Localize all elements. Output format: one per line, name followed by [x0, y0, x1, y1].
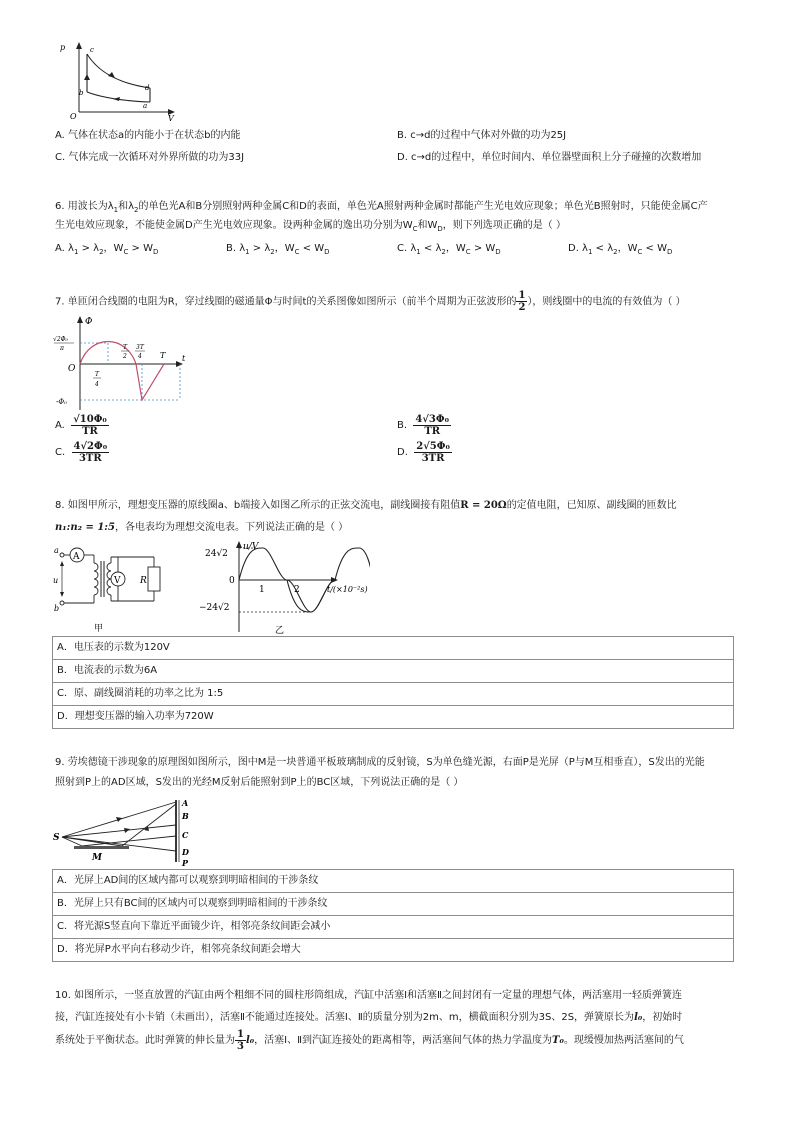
transformer-circuit — [52, 543, 172, 633]
point-c-label: C — [182, 830, 189, 840]
q8-stem-line2: n₁:n₂ = 1:5，各电表均为理想交流电表。下列说法正确的是（ ） — [55, 522, 349, 533]
q5-option-b[interactable]: B. c→d的过程中气体对外做的功为25J — [397, 130, 567, 141]
point-b-label: b — [79, 89, 84, 97]
t-quarter-denominator: 4 — [95, 381, 99, 388]
v-axis-label: V — [168, 114, 174, 122]
point-a-label: a — [143, 102, 148, 110]
q10-stem-line2: 接，汽缸连接处有小卡销（未画出），活塞Ⅱ不能通过连接处。活塞Ⅰ、Ⅱ的质量分别为2m、m，横截面积分别为3S、2S，弹簧原长为l₀，初始时 — [55, 1012, 683, 1023]
q9-stem-line1: 9. 劳埃德镜干涉现象的原理图如图所示，图中M是一块普通平板玻璃制成的反射镜，S为单色缝光源，右面P是光屏（P与M互相垂直），S发出的光能 — [55, 757, 705, 768]
q10-stem-line1: 10. 如图所示，一竖直放置的汽缸由两个粗细不同的圆柱形筒组成，汽缸中活塞Ⅰ和活塞Ⅱ之间封闭有一定量的理想气体，两活塞用一轻质弹簧连 — [55, 990, 682, 1001]
point-d-label: d — [145, 84, 150, 92]
q8-options-table — [52, 636, 734, 729]
q8-option-b[interactable]: B．电流表的示数为6A — [53, 660, 733, 683]
origin-label: 0 — [229, 576, 235, 586]
screen-p-label: P — [182, 858, 189, 868]
ymax-denominator: π — [60, 345, 64, 352]
q6-option-d[interactable]: D. $\lambda_1 < \lambda_2$，$W_C < W_D$ — [568, 243, 673, 256]
terminal-b-label: b — [54, 604, 60, 613]
q8-option-a[interactable]: A．电压表的示数为120V — [53, 637, 733, 660]
t-3q-denominator: 4 — [138, 353, 142, 360]
q9-option-a[interactable]: A．光屏上AD间的区域内都可以观察到明暗相间的干涉条纹 — [53, 870, 733, 893]
ammeter-label: A — [73, 552, 80, 562]
figure-yi-caption: 乙 — [275, 626, 285, 636]
ymin-label: -Φ₀ — [56, 398, 67, 406]
t-full-label: T — [160, 351, 166, 360]
source-s-label: S — [53, 833, 60, 843]
p-axis-label: p — [60, 43, 66, 52]
q5-option-d[interactable]: D. c→d的过程中，单位时间内、单位器壁面积上分子碰撞的次数增加 — [397, 152, 702, 163]
q9-stem-line2: 照射到P上的AD区域，S发出的光经M反射后能照射到P上的BC区域，下列说法正确的是（ ） — [55, 777, 464, 788]
ac-voltage-graph — [195, 540, 370, 636]
phi-axis-label: Φ — [85, 317, 93, 327]
mirror-m-label: M — [92, 853, 102, 863]
point-b-label: B — [182, 811, 189, 821]
voltage-u-label: u — [53, 576, 59, 585]
q8-option-d[interactable]: D．理想变压器的输入功率为720W — [57, 711, 214, 722]
q6-option-c[interactable]: C. $\lambda_1 < \lambda_2$，$W_C > W_D$ — [397, 243, 501, 256]
figure-jia-caption: 甲 — [94, 624, 104, 633]
t-axis-label: t — [182, 354, 186, 363]
t-half-numerator: T — [123, 344, 128, 351]
q7-option-c[interactable]: C. $\frac{\text{4√2Φ₀}}{3TR}$ — [55, 440, 108, 464]
q6-stem-line1: 6. 用波长为$\lambda_1$和$\lambda_2$的单色光A和B分别照射两种金属C和D的表面，单色光A照射两种金属时都能产生光电效应现象；单色光B照射时，只能使金属C产 — [55, 201, 708, 214]
q9-options-table — [52, 869, 734, 962]
point-a-label: A — [182, 798, 189, 808]
q7-half-fraction: $\frac{1}{2}$ — [518, 290, 526, 313]
q9-option-c[interactable]: C．将光源S竖直向下靠近平面镜少许，相邻亮条纹间距会减小 — [53, 916, 733, 939]
q7-option-a[interactable]: A. $\frac{\text{√10Φ₀}}{TR}$ — [55, 413, 107, 437]
u-axis-label: u/V — [243, 542, 259, 552]
ymax-label: 24√2 — [205, 549, 228, 559]
resistor-label: R — [140, 576, 147, 586]
q7-option-b[interactable]: B. $\frac{\text{4√3Φ₀}}{TR}$ — [397, 413, 449, 437]
q6-stem-line2: 生光电效应现象，不能使金属D产生光电效应现象。设两种金属的逸出功分别为$W_C$和$W_D$，则下列选项正确的是（ ） — [55, 220, 566, 233]
point-c-label: c — [90, 46, 94, 54]
pv-diagram — [55, 40, 180, 122]
q9-option-d[interactable]: D．将光屏P水平向右移动少许，相邻亮条纹间距会增大 — [57, 944, 301, 955]
lloyd-mirror-diagram — [52, 796, 197, 868]
q10-stem-line3: 系统处于平衡状态。此时弹簧的伸长量为 $\frac{1}{3}$ l₀，活塞Ⅰ、Ⅱ到汽缸连接处的距离相等，两活塞间气体的热力学温度为T₀。现缓慢加热两活塞间的气 — [55, 1028, 684, 1052]
origin-label: O — [68, 364, 76, 374]
q6-option-a[interactable]: A. $\lambda_1 > \lambda_2$，$W_C > W_D$ — [55, 243, 159, 256]
point-d-label: D — [182, 847, 189, 857]
q6-option-b[interactable]: B. $\lambda_1 > \lambda_2$，$W_C < W_D$ — [226, 243, 330, 256]
tick-1-label: 1 — [259, 585, 265, 595]
voltmeter-label: V — [114, 576, 121, 586]
flux-time-graph — [52, 314, 192, 414]
tick-2-label: 2 — [294, 585, 300, 595]
terminal-a-label: a — [54, 546, 59, 555]
ymin-label: −24√2 — [199, 603, 230, 613]
q7-stem: 7. 单匝闭合线圈的电阻为R，穿过线圈的磁通量Φ与时间t的关系图像如图所示（前半个周期为正弦波形的 $\frac{1}{2}$ ），则线圈中的电流的有效值为（ ） — [55, 290, 686, 313]
ymax-numerator: √2Φ₀ — [53, 336, 68, 343]
q9-option-b[interactable]: B．光屏上只有BC间的区域内可以观察到明暗相间的干涉条纹 — [53, 893, 733, 916]
t-axis-label: t/(×10⁻²s) — [327, 585, 368, 594]
t-half-denominator: 2 — [123, 353, 127, 360]
q5-option-c[interactable]: C. 气体完成一次循环对外界所做的功为33J — [55, 152, 245, 163]
q7-option-d[interactable]: D. $\frac{\text{2√5Φ₀}}{3TR}$ — [397, 440, 450, 464]
t-3q-numerator: 3T — [136, 344, 144, 351]
q8-stem-line1: 8. 如图甲所示，理想变压器的原线圈a、b端接入如图乙所示的正弦交流电，副线圈接有阻值R = 20Ω的定值电阻，已知原、副线圈的匝数比 — [55, 500, 677, 511]
t-quarter-numerator: T — [95, 371, 100, 378]
q8-option-c[interactable]: C．原、副线圈消耗的功率之比为 1:5 — [53, 683, 733, 706]
q5-option-a[interactable]: A. 气体在状态a的内能小于在状态b的内能 — [55, 130, 241, 141]
origin-label: O — [70, 112, 77, 121]
